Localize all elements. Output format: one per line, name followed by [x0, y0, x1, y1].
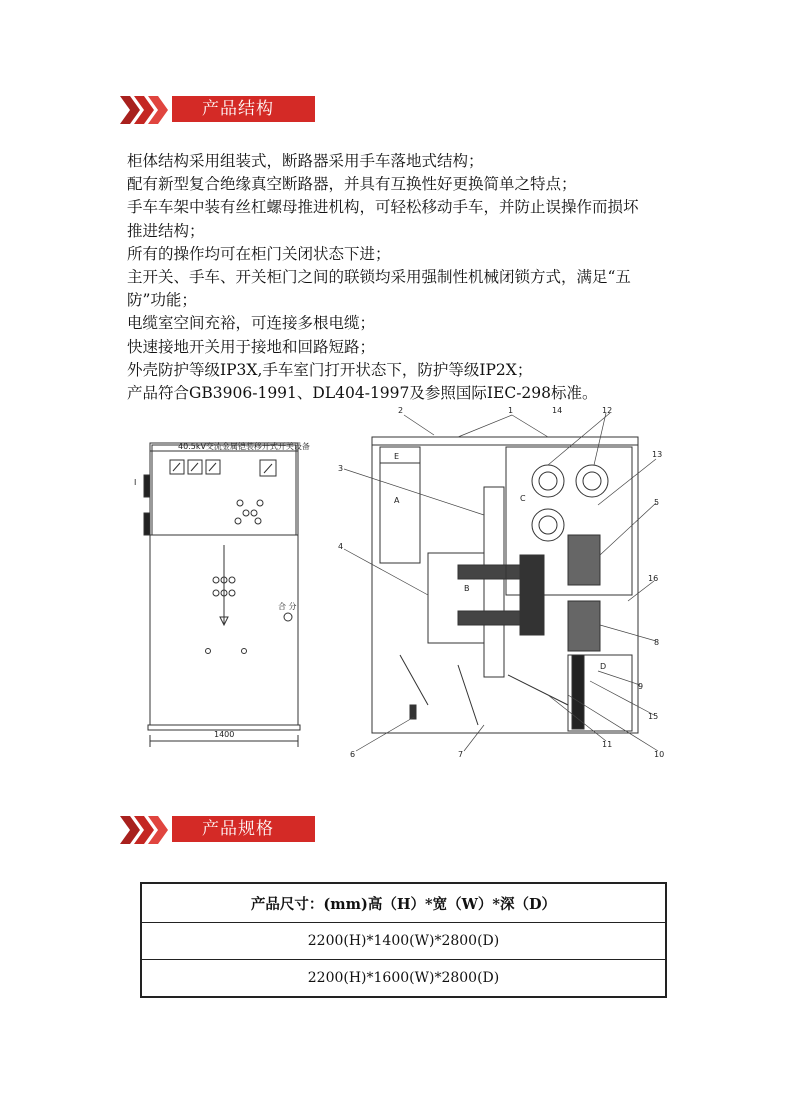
- compartment-c: C: [520, 494, 526, 503]
- table-cell: 2200(H)*1400(W)*2800(D): [141, 923, 666, 960]
- compartment-b: B: [464, 584, 470, 593]
- section-view: [372, 437, 638, 733]
- section-title: 产品规格: [172, 816, 315, 842]
- front-view: [144, 443, 300, 747]
- callout-7: 7: [458, 750, 464, 759]
- section-title: 产品结构: [172, 96, 315, 122]
- callout-13: 13: [652, 450, 663, 459]
- callout-3: 3: [338, 464, 344, 473]
- callout-12: 12: [602, 406, 613, 415]
- front-view-title: 40.5kV交流金属铠装移开式开关设备: [178, 442, 310, 451]
- callout-6: 6: [350, 750, 356, 759]
- text-line: 电缆室空间充裕，可连接多根电缆；: [127, 314, 376, 333]
- callout-11: 11: [602, 740, 613, 749]
- callout-16: 16: [648, 574, 659, 583]
- callout-15: 15: [648, 712, 659, 721]
- text-line: 配有新型复合绝缘真空断路器，并具有互换性好更换简单之特点；: [127, 175, 577, 194]
- text-line: 推进结构；: [127, 221, 205, 240]
- text-line: 产品符合GB3906-1991、DL404-1997及参照国际IEC-298标准。: [127, 384, 598, 403]
- text-line: 手车车架中装有丝杠螺母推进机构，可轻松移动手车，并防止误操作而损坏: [127, 198, 639, 217]
- callout-14: 14: [552, 406, 563, 415]
- table-header: 产品尺寸：(mm)高（H）*宽（W）*深（D）: [141, 883, 666, 923]
- text-line: 主开关、手车、开关柜门之间的联锁均采用强制性机械闭锁方式，满足“五: [127, 268, 631, 287]
- spec-table: [140, 882, 667, 998]
- side-mark: I: [134, 478, 137, 487]
- callout-1: 1: [508, 406, 514, 415]
- chevron-arrows-icon: [120, 94, 172, 126]
- section-header-structure: [120, 94, 320, 126]
- callout-4: 4: [338, 542, 344, 551]
- switchgear-drawing: [128, 405, 686, 765]
- text-line: 快速接地开关用于接地和回路短路；: [127, 337, 376, 356]
- table-row: [141, 923, 666, 960]
- compartment-e: E: [394, 452, 400, 461]
- callout-5: 5: [654, 498, 660, 507]
- callout-10: 10: [654, 750, 665, 759]
- compartment-a: A: [394, 496, 400, 505]
- table-header-row: [141, 883, 666, 923]
- chevron-arrows-icon: [120, 814, 172, 846]
- callout-numbers: [338, 406, 664, 759]
- structure-description: [127, 150, 707, 405]
- text-line: 防”功能；: [127, 291, 197, 310]
- switch-labels: 合 分: [278, 602, 297, 611]
- callout-2: 2: [398, 406, 404, 415]
- text-line: 外壳防护等级IP3X,手车室门打开状态下，防护等级IP2X；: [127, 360, 533, 379]
- section-header-spec: [120, 814, 320, 846]
- text-line: 柜体结构采用组装式，断路器采用手车落地式结构；: [127, 152, 484, 170]
- width-dimension: 1400: [214, 730, 235, 739]
- text-line: 所有的操作均可在柜门关闭状态下进；: [127, 244, 391, 263]
- table-row: [141, 960, 666, 998]
- callout-9: 9: [638, 682, 644, 691]
- callout-8: 8: [654, 638, 660, 647]
- compartment-d: D: [600, 662, 607, 671]
- table-cell: 2200(H)*1600(W)*2800(D): [141, 960, 666, 998]
- callout-leaders: [344, 413, 658, 751]
